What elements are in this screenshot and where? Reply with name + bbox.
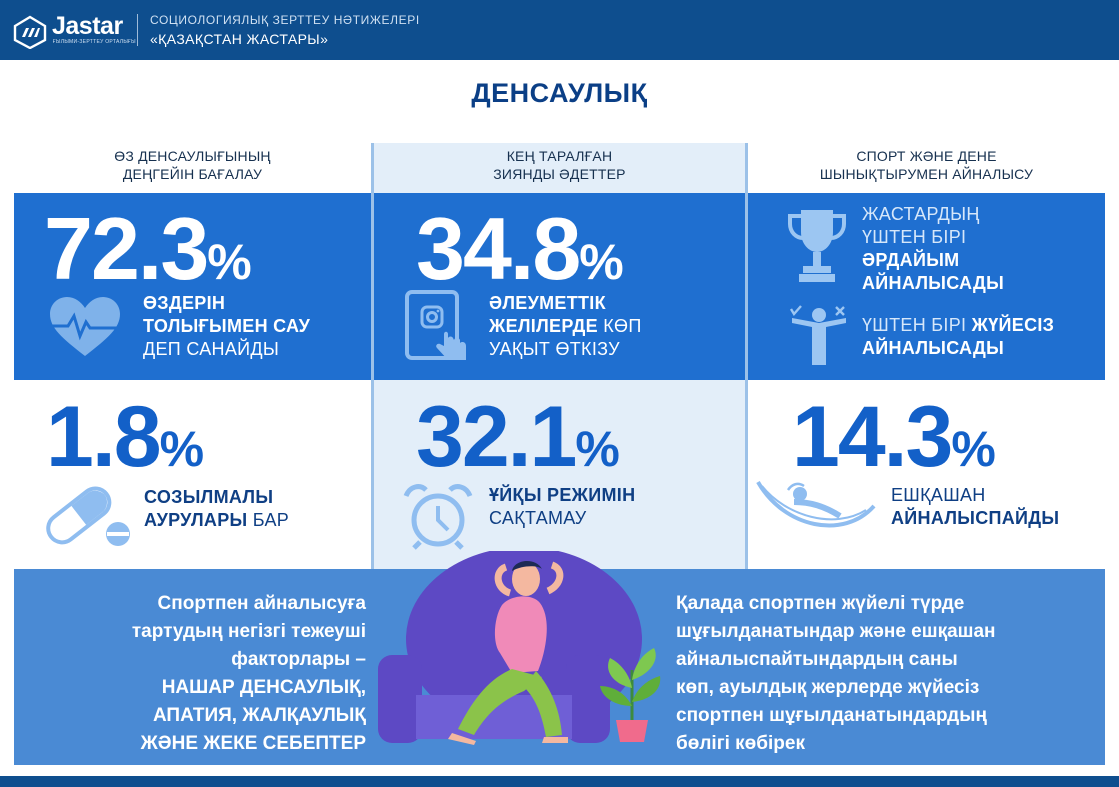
alarm-clock-icon xyxy=(402,482,474,550)
stat-chronic-text xyxy=(144,486,289,532)
stat-text-line xyxy=(862,272,1004,295)
potted-plant-icon xyxy=(598,640,666,746)
stat-nosport-text xyxy=(891,484,1059,530)
bottom-text-line: ЖӘНЕ ЖЕКЕ СЕБЕПТЕР xyxy=(140,733,366,754)
stat-text-line: ДЕП САНАЙДЫ xyxy=(143,339,280,359)
bottom-text-line: спортпен шұғылданатындардың xyxy=(676,705,987,726)
stat-text-bold: ҰЙҚЫ РЕЖИМІН xyxy=(489,485,636,505)
bottom-text-line: Спортпен айналысуға xyxy=(157,593,366,614)
stat-text-line xyxy=(489,315,642,338)
stat-text-line xyxy=(862,337,1054,360)
stat-text-bold: ӘРДАЙЫМ xyxy=(862,250,960,270)
exercise-person-icon xyxy=(788,305,850,367)
stat-text-bold: АЙНАЛЫСАДЫ xyxy=(862,338,1005,358)
stat-number: 32.1 xyxy=(416,389,576,485)
pill-icon xyxy=(42,484,132,548)
column-heading-line: ДЕҢГЕЙІН БАҒАЛАУ xyxy=(122,166,263,182)
stat-percent-sign: % xyxy=(579,234,624,290)
stat-text-bold: ӨЗДЕРІН xyxy=(143,293,226,313)
column-heading-line: ӨЗ ДЕНСАУЛЫҒЫНЫҢ xyxy=(114,148,271,164)
stat-text-line: САҚТАМАУ xyxy=(489,508,587,528)
stat-number: 14.3 xyxy=(792,389,952,485)
stat-percent-sign: % xyxy=(951,421,996,477)
header-bar xyxy=(0,0,1119,60)
stat-text-bold: ӘЛЕУМЕТТІК xyxy=(489,293,606,313)
logo-text: Jastar xyxy=(52,12,123,40)
page-title: ДЕНСАУЛЫҚ xyxy=(471,78,648,108)
column-heading-line: ЗИЯНДЫ ӘДЕТТЕР xyxy=(493,166,626,182)
bottom-text-line: тартудың негізгі тежеуші xyxy=(131,621,366,642)
stat-text-line xyxy=(489,484,635,507)
header-title: «ҚАЗАҚСТАН ЖАСТАРЫ» xyxy=(150,31,329,47)
stat-number: 34.8 xyxy=(416,199,580,298)
stat-healthy-text xyxy=(143,292,310,361)
header-divider xyxy=(137,14,138,46)
stat-text-line xyxy=(862,249,1004,272)
footer-bar xyxy=(0,776,1119,787)
column-heading-line: СПОРТ ЖӘНЕ ДЕНЕ xyxy=(856,148,997,164)
bottom-text-line: бөлігі көбірек xyxy=(676,733,805,754)
stat-percent-sign: % xyxy=(575,421,620,477)
stat-number: 1.8 xyxy=(46,389,160,485)
heart-pulse-icon xyxy=(42,292,128,362)
stat-number: 72.3 xyxy=(44,199,208,298)
stat-text-bold: АУРУЛАРЫ xyxy=(144,510,248,530)
stat-text-line xyxy=(143,315,310,338)
hammock-icon xyxy=(754,476,878,546)
stat-sport-irregular-text xyxy=(862,314,1054,360)
stat-social-text xyxy=(489,292,642,361)
stat-text-line: ЖАСТАРДЫҢ xyxy=(862,204,980,224)
bottom-text-line: шұғылданатындар және ешқашан xyxy=(676,621,996,642)
stat-text-bold: АЙНАЛЫСПАЙДЫ xyxy=(891,508,1060,528)
stat-text-line xyxy=(489,292,642,315)
stat-percent-sign: % xyxy=(159,421,205,477)
stat-text-line: ҮШТЕН БІРІ xyxy=(862,227,967,247)
stat-text-bold: СОЗЫЛМАЛЫ xyxy=(144,487,274,507)
stat-text-line xyxy=(862,314,1054,337)
stat-text-bold: ЖЕЛІЛЕРДЕ xyxy=(489,316,598,336)
stat-text-line xyxy=(891,507,1059,530)
stat-sleep-value xyxy=(416,389,620,492)
tablet-instagram-icon xyxy=(404,290,470,364)
stat-text-line xyxy=(143,292,310,315)
column-heading-habits xyxy=(374,147,745,183)
stat-percent-sign: % xyxy=(207,234,252,290)
stat-text-line: УАҚЫТ ӨТКІЗУ xyxy=(489,339,620,359)
column-heading-line: КЕҢ ТАРАЛҒАН xyxy=(506,148,613,164)
bottom-text-line: көп, ауылдық жерлерде жүйесіз xyxy=(676,677,980,698)
stat-sport-regular-text xyxy=(862,203,1004,295)
stat-healthy-value xyxy=(44,199,252,306)
trophy-icon xyxy=(785,206,849,288)
logo-icon xyxy=(12,15,48,49)
bottom-left-text xyxy=(60,590,366,758)
bottom-text-line: Қалада спортпен жүйелі түрде xyxy=(676,593,965,614)
bottom-text-line: факторлары – xyxy=(231,649,366,670)
stat-text-light: КӨП xyxy=(597,316,642,336)
bottom-right-text xyxy=(676,590,1096,758)
stat-text-light: БАР xyxy=(247,510,290,530)
column-heading-sport xyxy=(748,147,1105,183)
bottom-text-line: айналыспайтындардың саны xyxy=(676,649,958,670)
column-heading-line: ШЫНЫҚТЫРУМЕН АЙНАЛЫСУ xyxy=(819,166,1034,182)
stat-text-light: ҮШТЕН БІРІ xyxy=(862,315,972,335)
stat-text-bold: ЖҮЙЕСІЗ xyxy=(971,315,1055,335)
bottom-text-line: НАШАР ДЕНСАУЛЫҚ, xyxy=(161,677,366,698)
stat-text-line: ЕШҚАШАН xyxy=(891,485,986,505)
column-heading-health xyxy=(14,147,371,183)
bottom-text-line: АПАТИЯ, ЖАЛҚАУЛЫҚ xyxy=(152,705,366,726)
stat-text-line xyxy=(144,486,289,509)
stat-chronic-value xyxy=(46,389,205,492)
stat-text-line xyxy=(144,509,289,532)
stat-text-bold: ТОЛЫҒЫМЕН САУ xyxy=(143,316,311,336)
stat-sleep-text xyxy=(489,484,635,530)
header-subtitle: СОЦИОЛОГИЯЛЫҚ ЗЕРТТЕУ НӘТИЖЕЛЕРІ xyxy=(150,13,420,27)
logo-subtext: ҒЫЛЫМИ-ЗЕРТТЕУ ОРТАЛЫҒЫ xyxy=(53,39,136,45)
stat-text-bold: АЙНАЛЫСАДЫ xyxy=(862,273,1005,293)
